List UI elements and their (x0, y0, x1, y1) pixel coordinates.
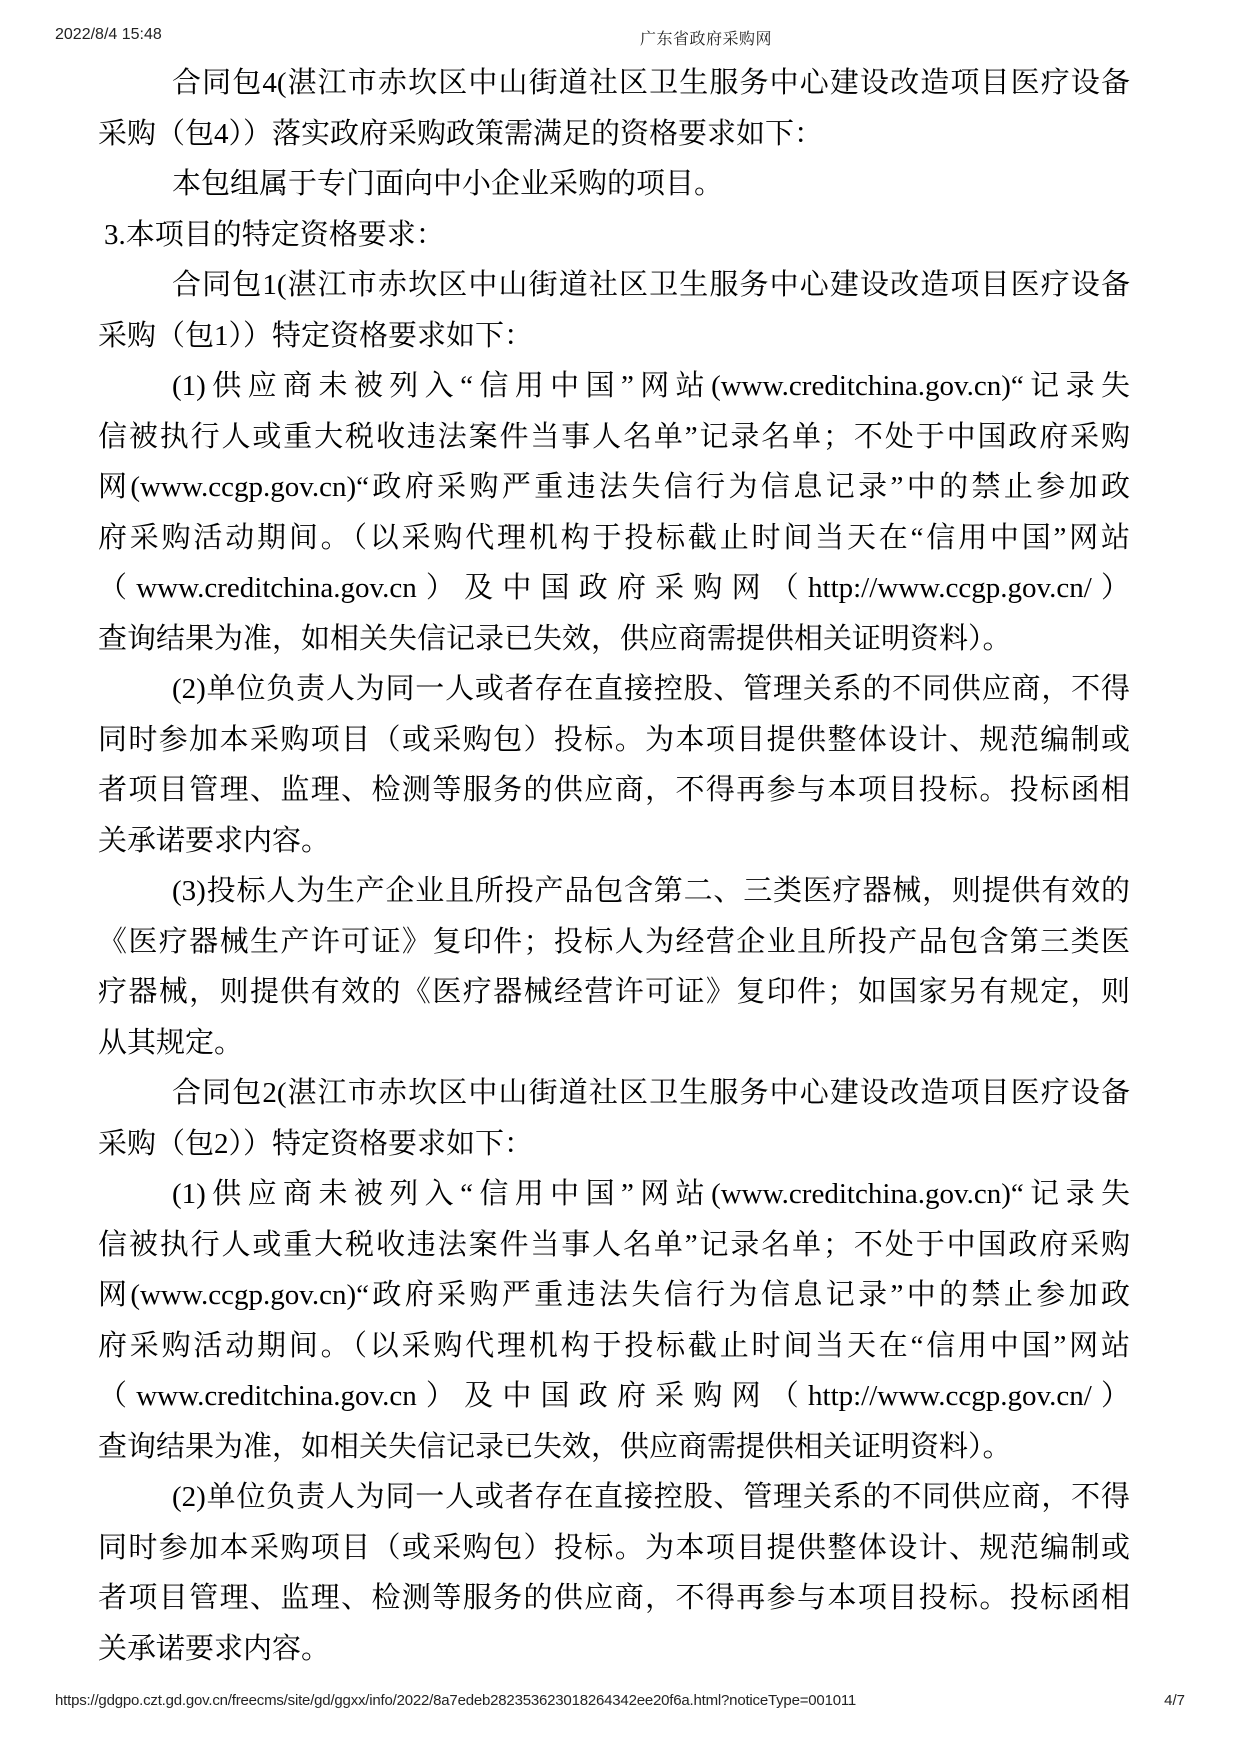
text-line: 采购（包1））特定资格要求如下： (98, 319, 534, 352)
header-datetime: 2022/8/4 15:48 (55, 26, 162, 43)
text-line: 信被执行人或重大税收违法案件当事人名单”记录名单；不处于中国政府采购 (98, 420, 1130, 453)
text-line: 采购（包4））落实政府采购政策需满足的资格要求如下： (98, 117, 824, 150)
print-header (0, 26, 1240, 50)
text-line: 从其规定。 (98, 1026, 244, 1059)
text-line: 网(www.ccgp.gov.cn)“政府采购严重违法失信行为信息记录”中的禁止参加政 (98, 1279, 1130, 1311)
text-line: 府采购活动期间。（以采购代理机构于投标截止时间当天在“信用中国”网站 (98, 1329, 1130, 1362)
footer-page-number: 4/7 (1164, 1692, 1185, 1709)
text-line: (2)单位负责人为同一人或者存在直接控股、管理关系的不同供应商，不得 (172, 1481, 1130, 1513)
text-line: 者项目管理、监理、检测等服务的供应商，不得再参与本项目投标。投标函相 (98, 774, 1130, 806)
text-line: 同时参加本采购项目（或采购包）投标。为本项目提供整体设计、规范编制或 (98, 1531, 1130, 1564)
text-line: 者项目管理、监理、检测等服务的供应商，不得再参与本项目投标。投标函相 (98, 1582, 1130, 1614)
text-line: 同时参加本采购项目（或采购包）投标。为本项目提供整体设计、规范编制或 (98, 723, 1130, 756)
text-line: 信被执行人或重大税收违法案件当事人名单”记录名单；不处于中国政府采购 (98, 1228, 1130, 1261)
document-body (98, 58, 1130, 1674)
text-line: 疗器械，则提供有效的《医疗器械经营许可证》复印件；如国家另有规定，则 (98, 976, 1130, 1008)
text-line: 《医疗器械生产许可证》复印件；投标人为经营企业且所投产品包含第三类医 (98, 925, 1130, 958)
text-line: （www.creditchina.gov.cn）及中国政府采购网（http://www.ccgp.gov.cn/） (98, 572, 1130, 604)
text-line: (2)单位负责人为同一人或者存在直接控股、管理关系的不同供应商，不得 (172, 673, 1130, 705)
text-line: 本包组属于专门面向中小企业采购的项目。 (172, 168, 724, 200)
text-line: 3.本项目的特定资格要求： (104, 218, 445, 251)
text-line: (1)供应商未被列入“信用中国”网站(www.creditchina.gov.cn)“记录失 (172, 1178, 1130, 1210)
print-footer (55, 1692, 1185, 1709)
text-line: (1)供应商未被列入“信用中国”网站(www.creditchina.gov.cn)“记录失 (172, 370, 1130, 402)
text-line: 合同包2(湛江市赤坎区中山街道社区卫生服务中心建设改造项目医疗设备 (172, 1077, 1130, 1109)
text-line: 关承诺要求内容。 (98, 824, 331, 857)
text-line: 查询结果为准，如相关失信记录已失效，供应商需提供相关证明资料）。 (98, 1430, 1012, 1463)
footer-url: https://gdgpo.czt.gd.gov.cn/freecms/site/gd/ggxx/info/2022/8a7edeb282353623018264342ee20f6a.html?noticeType=001011 (55, 1692, 857, 1709)
text-line: 府采购活动期间。（以采购代理机构于投标截止时间当天在“信用中国”网站 (98, 521, 1130, 554)
text-line: 网(www.ccgp.gov.cn)“政府采购严重违法失信行为信息记录”中的禁止参加政 (98, 471, 1130, 503)
text-line: 采购（包2））特定资格要求如下： (98, 1127, 534, 1160)
text-line: 查询结果为准，如相关失信记录已失效，供应商需提供相关证明资料）。 (98, 622, 1012, 655)
text-line: 合同包1(湛江市赤坎区中山街道社区卫生服务中心建设改造项目医疗设备 (172, 269, 1130, 301)
text-line: （www.creditchina.gov.cn）及中国政府采购网（http://www.ccgp.gov.cn/） (98, 1380, 1130, 1412)
text-line: 合同包4(湛江市赤坎区中山街道社区卫生服务中心建设改造项目医疗设备 (172, 67, 1130, 99)
text-line: (3)投标人为生产企业且所投产品包含第二、三类医疗器械，则提供有效的 (172, 875, 1130, 907)
text-line: 关承诺要求内容。 (98, 1632, 331, 1665)
header-site-title: 广东省政府采购网 (640, 31, 773, 48)
